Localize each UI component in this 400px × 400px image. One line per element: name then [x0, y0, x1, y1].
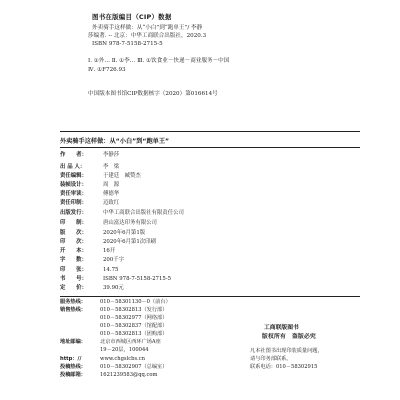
- contact-label: 销售热线：: [60, 307, 86, 313]
- credit-row: [60, 248, 115, 255]
- divider: [60, 147, 360, 148]
- credit-value: 于建廷 臧赞杰: [103, 173, 141, 179]
- credit-label: 印 张：: [60, 267, 87, 273]
- credit-value: 2020年6月第1版: [103, 230, 146, 236]
- credit-value: 2020年6月第1次印刷: [103, 239, 156, 245]
- contact-value: 010－58301130－0（前台）: [100, 299, 171, 305]
- divider: [60, 131, 360, 132]
- credit-label: 出 品 人：: [60, 164, 86, 170]
- credit-label: 印 次：: [60, 239, 87, 245]
- contact-row: [60, 299, 171, 306]
- credit-value: 16开: [103, 248, 116, 254]
- credit-label: 字 数：: [60, 257, 87, 263]
- contact-label: http：//: [60, 356, 82, 362]
- cip-line: 外卖骑手这样做：从“小白”到“跑单王”/ 李静: [92, 25, 203, 31]
- note-line: 联系电话：010－58302915: [250, 364, 318, 370]
- copyright-notice: 版权所有 盗版必究: [262, 334, 316, 340]
- credit-row: [60, 173, 141, 180]
- book-title: 外卖骑手这样做：从“小白”到“跑单王”: [60, 138, 170, 145]
- credit-row: [60, 191, 119, 198]
- note-line: 凡本社图书出现印装质量问题，: [250, 348, 323, 354]
- credit-label: 书 号：: [60, 276, 87, 282]
- credit-value: 李 梁: [103, 164, 120, 170]
- credit-value: 中华工商联合出版社有限责任公司: [103, 210, 184, 216]
- credit-row: [60, 220, 157, 227]
- credit-label: 出版发行：: [60, 210, 87, 216]
- contact-row: [60, 315, 167, 322]
- publisher-series-title: 工商联版图书: [264, 325, 299, 331]
- credit-value: 200千字: [103, 257, 125, 263]
- cip-note: 中国版本图书馆CIP数据核字（2020）第016614号: [88, 91, 218, 97]
- contact-row: [60, 372, 157, 379]
- contact-value: 1621239583@qq.com: [100, 372, 158, 378]
- contact-row: [60, 331, 167, 338]
- credit-value: 迈致红: [103, 200, 120, 206]
- contact-row: [60, 347, 149, 354]
- contact-value: 010－58302837（馆配部）: [100, 323, 168, 329]
- cip-line: Ⅰ. ①外… Ⅱ. ①李… Ⅲ. ①饮食业－快递－商业服务－中国: [88, 58, 230, 64]
- contact-value: 19－20层，100044: [100, 347, 149, 353]
- credit-row: [60, 182, 119, 189]
- credit-row: [60, 285, 124, 292]
- cip-line: 莎编著. -- 北京：中华工商联合出版社，2020.3: [88, 33, 207, 39]
- credit-value: 39.90元: [103, 285, 124, 291]
- divider: [60, 296, 360, 297]
- printing-quality-note: [250, 347, 370, 371]
- contact-value: 010－58302907（总编室）: [100, 364, 168, 370]
- credit-value: 14.75: [103, 267, 119, 273]
- contact-label: 投稿热线：: [60, 364, 86, 370]
- cip-heading: 图书在版编目（CIP）数据: [92, 13, 172, 21]
- credit-row: [60, 230, 145, 237]
- credit-label: 开 本：: [60, 248, 87, 254]
- credit-value: 周 源: [103, 182, 120, 188]
- credit-label: 责任编辑：: [60, 173, 87, 179]
- contact-value: 北京市西城区西环广场A座: [100, 339, 161, 345]
- credit-label: 责任审读：: [60, 191, 87, 197]
- contact-value: 010－58302813（团购部）: [100, 331, 168, 337]
- contact-row: [60, 339, 161, 346]
- contact-value: 010－58302813（发行部）: [100, 307, 168, 313]
- credit-row: [60, 152, 119, 159]
- credit-label: 印 制：: [60, 220, 87, 226]
- credit-row: [60, 257, 124, 264]
- contact-row: [60, 323, 167, 330]
- credit-label: 作 者：: [60, 152, 87, 158]
- credit-label: 定 价：: [60, 285, 87, 291]
- credit-value: 唐山富达印务有限公司: [103, 220, 157, 226]
- contact-row: [60, 356, 145, 363]
- credit-row: [60, 210, 184, 217]
- credit-value: ISBN 978-7-5158-2715-5: [103, 276, 172, 282]
- contact-label: 服务热线：: [60, 299, 86, 305]
- contact-row: [60, 364, 167, 371]
- credit-value: 傅德华: [103, 191, 120, 197]
- credit-label: 装帧设计：: [60, 182, 87, 188]
- credit-label: 责任印制：: [60, 200, 87, 206]
- credit-value: 李静莎: [103, 152, 120, 158]
- contact-value: 010－58302977（网络部）: [100, 315, 168, 321]
- credit-row: [60, 276, 171, 283]
- credit-row: [60, 267, 118, 274]
- contact-label: 投稿邮箱：: [60, 372, 86, 378]
- cip-line: Ⅳ. ①F726.93: [88, 67, 126, 73]
- credit-row: [60, 200, 119, 207]
- contact-label: 地址邮编：: [60, 339, 86, 345]
- credit-row: [60, 164, 119, 171]
- contact-value: www.chgslcbs.cn: [100, 356, 146, 362]
- credit-row: [60, 239, 156, 246]
- cip-line: ISBN 978-7-5158-2715-5: [92, 41, 163, 47]
- note-line: 请与印务部联系。: [250, 356, 292, 362]
- credit-label: 版 次：: [60, 230, 87, 236]
- contact-row: [60, 307, 167, 314]
